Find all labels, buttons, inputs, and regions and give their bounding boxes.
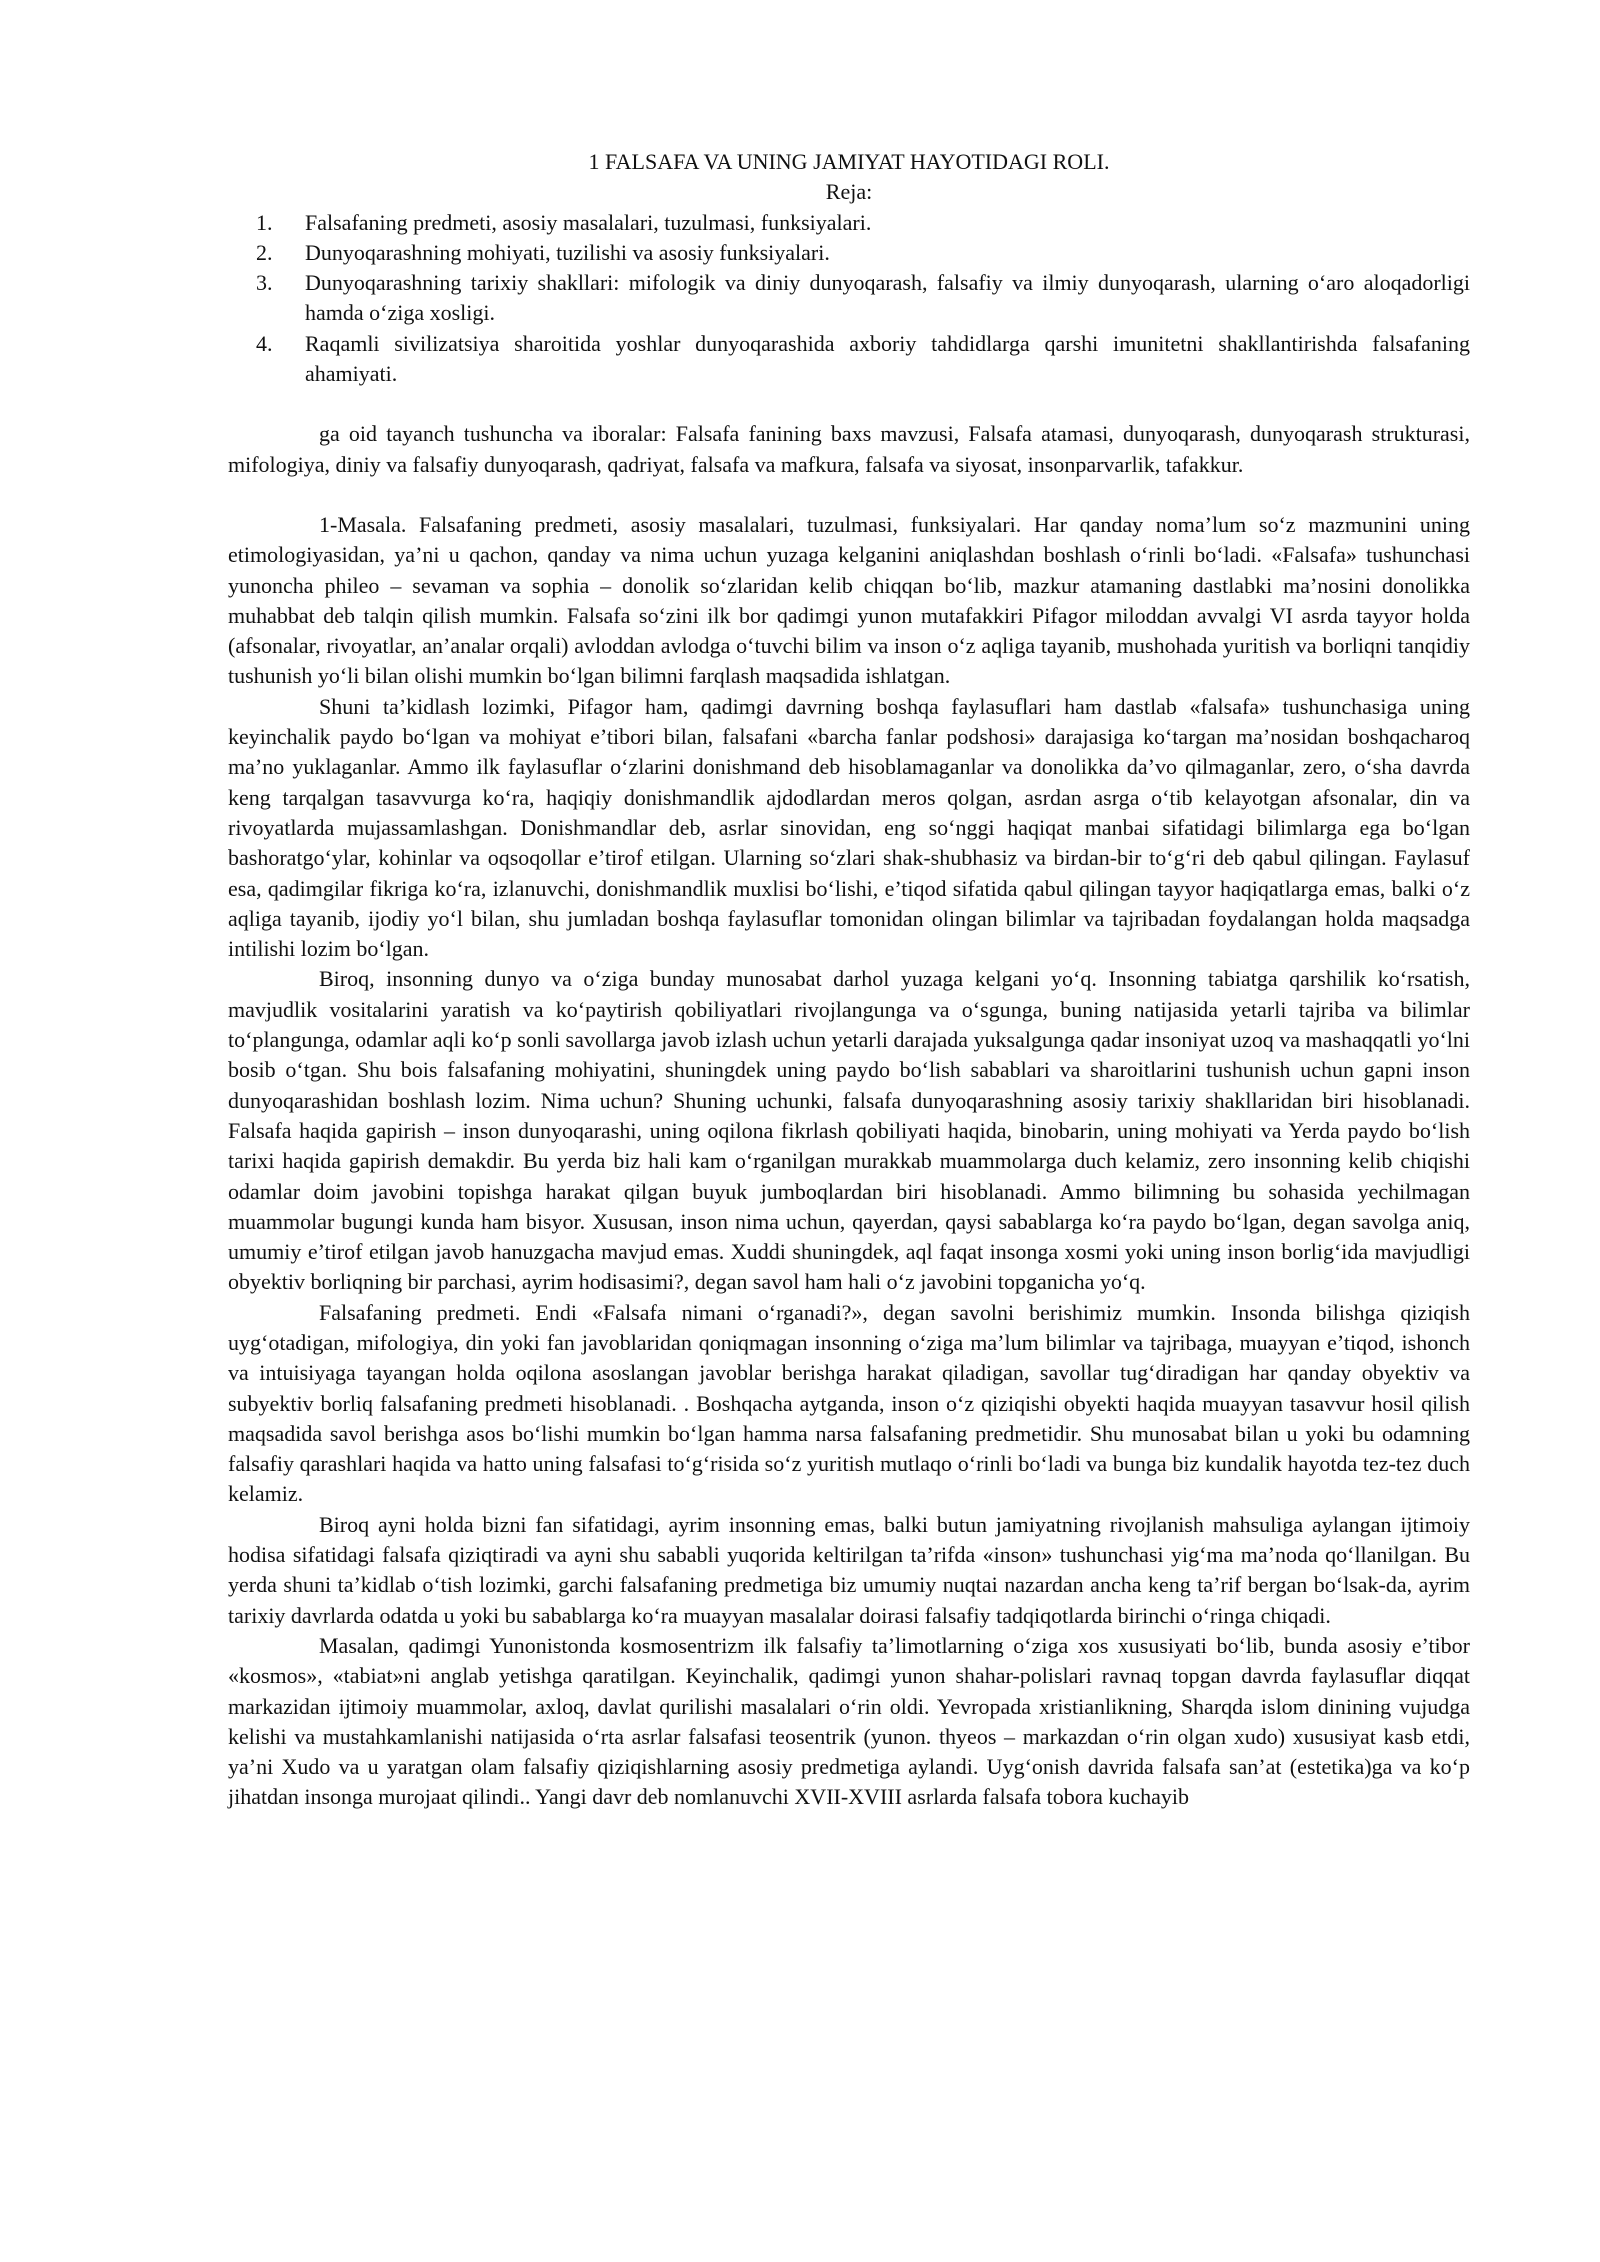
document-page <box>228 147 1470 1813</box>
body-paragraph: 1-Masala. Falsafaning predmeti, asosiy masalalari, tuzulmasi, funksiyalari. Har qanday noma’lum so‘z mazmunini uning etimologiyasidan, ya’ni u qachon, qanday va nima uchun yuzaga kelganini aniqlashdan boshlash o‘rinli bo‘ladi. «Falsafa» tushunchasi yunoncha phileo – sevaman va sophia – donolik so‘zlaridan kelib chiqqan bo‘lib, mazkur atamaning dastlabki ma’nosini donolikka muhabbat deb talqin qilish mumkin. Falsafa so‘zini ilk bor qadimgi yunon mutafakkiri Pifagor miloddan avvalgi VI asrda tayyor holda (afsonalar, rivoyatlar, an’analar orqali) avloddan avlodga o‘tuvchi bilim va inson o‘z aqliga tayanib, mushohada yuritish va borliqni tanqidiy tushunish yo‘li bilan olishi mumkin bo‘lgan bilimni farqlash maqsadida ishlatgan. <box>228 511 1470 689</box>
body-paragraph: Biroq, insonning dunyo va o‘ziga bunday munosabat darhol yuzaga kelgani yo‘q. Insonning tabiatga qarshilik ko‘rsatish, mavjudlik vositalarini yaratish va ko‘paytirish qobiliyatlari rivojlangunga va o‘sgunga, buning natijasida yetarli tajriba va bilimlar to‘plangunga, odamlar aqli ko‘p sonli savollarga javob izlash uchun yetarli darajada yuksalgunga qadar insoniyat uzoq va mashaqqatli yo‘lni bosib o‘tgan. Shu bois falsafaning mohiyatini, shuningdek uning paydo bo‘lish sabablari va sharoitlarini tushunish uchun gapni inson dunyoqarashidan boshlash lozim. Nima uchun? Shuning uchunki, falsafa dunyoqarashning asosiy tarixiy shakllaridan biri hisoblanadi. Falsafa haqida gapirish – inson dunyoqarashi, uning oqilona fikrlash qobiliyati haqida, binobarin, uning mohiyati va Yerda paydo bo‘lish tarixi haqida gapirish demakdir. Bu yerda biz hali kam o‘rganilgan murakkab muammolarga duch kelamiz, zero insonning kelib chiqishi odamlar doim javobini topishga harakat qilgan buyuk jumboqlardan biri hisoblanadi. Ammo bilimning bu sohasida yechilmagan muammolar bugungi kunda ham bisyor. Xususan, inson nima uchun, qayerdan, qaysi sabablarga ko‘ra paydo bo‘lgan, degan savolga aniq, umumiy e’tirof etilgan javob hanuzgacha mavjud emas. Xuddi shuningdek, aql faqat insonga xosmi yoki uning inson borlig‘ida mavjudligi obyektiv borliqning bir parchasi, ayrim hodisasimi?, degan savol ham hali o‘z javobini topganicha yo‘q. <box>228 966 1470 1295</box>
body-paragraph: Shuni ta’kidlash lozimki, Pifagor ham, qadimgi davrning boshqa faylasuflari ham dastlab «falsafa» tushunchasiga uning keyinchalik paydo bo‘lgan va mohiyat e’tibori bilan, falsafani «barcha fanlar podshosi» darajasiga ko‘targan ma’nosidan boshqacharoq ma’no yuklaganlar. Ammo ilk faylasuflar o‘zlarini donishmand deb hisoblamaganlar va donolikka da’vo qilmaganlar, zero, o‘sha davrda keng tarqalgan tasavvurga ko‘ra, haqiqiy donishmandlik ajdodlardan meros qolgan, asrdan asrga o‘tib kelayotgan afsonalar, din va rivoyatlarda mujassamlashgan. Donishmandlar deb, asrlar sinovidan, eng so‘nggi haqiqat manbai sifatidagi bilimlarga ega bo‘lgan bashoratgo‘ylar, kohinlar va oqsoqollar e’tirof etilgan. Ularning so‘zlari shak-shubhasiz va birdan-bir to‘g‘ri deb qabul qilingan. Faylasuf esa, qadimgilar fikriga ko‘ra, izlanuvchi, donishmandlik muxlisi bo‘lishi, e’tiqod sifatida qabul qilingan tayyor haqiqatlarga emas, balki o‘z aqliga tayanib, ijodiy yo‘l bilan, shu jumladan boshqa faylasuflar tomonidan olingan bilimlar va tajribadan foydalangan holda maqsadga intilishi lozim bo‘lgan. <box>228 693 1470 962</box>
plan-item-text: Raqamli sivilizatsiya sharoitida yoshlar dunyoqarashida axboriy tahdidlarga qarshi imunitetni shakllantirishda falsafaning ahamiyati. <box>305 330 1470 387</box>
plan-item <box>228 208 1470 238</box>
plan-item-text: Falsafaning predmeti, asosiy masalalari, tuzulmasi, funksiyalari. <box>305 209 872 235</box>
plan-item-number: 4. <box>256 330 273 356</box>
plan-item <box>228 238 1470 268</box>
body-paragraph: Biroq ayni holda bizni fan sifatidagi, ayrim insonning emas, balki butun jamiyatning rivojlanish mahsuliga aylangan ijtimoiy hodisa sifatidagi falsafa qiziqtiradi va ayni shu sababli yuqorida keltirilgan ta’rifda «inson» tushunchasi yig‘ma ma’noda qo‘llanilgan. Bu yerda shuni ta’kidlab o‘tish lozimki, garchi falsafaning predmetiga biz umumiy nuqtai nazardan ancha keng ta’rif bergan bo‘lsak-da, ayrim tarixiy davrlarda odatda u yoki bu sabablarga ko‘ra muayyan masalalar doirasi falsafiy tadqiqotlarda birinchi o‘ringa chiqadi. <box>228 1511 1470 1628</box>
plan-item-number: 2. <box>256 239 273 265</box>
plan-item-number: 3. <box>256 270 273 296</box>
plan-item <box>228 329 1470 390</box>
plan-list <box>228 208 1470 390</box>
keywords-paragraph: ga oid tayanch tushuncha va iboralar: Falsafa fanining baxs mavzusi, Falsafa atamasi, dunyoqarash, dunyoqarash strukturasi, mifologiya, diniy va falsafiy dunyoqarash, qadriyat, falsafa va mafkura, falsafa va siyosat, insonparvarlik, tafakkur. <box>228 421 1470 477</box>
plan-heading: Reja: <box>825 179 873 205</box>
document-title: 1 FALSAFA VA UNING JAMIYAT HAYOTIDAGI ROLI. <box>588 149 1110 174</box>
plan-item-number: 1. <box>256 209 273 235</box>
body-paragraph: Falsafaning predmeti. Endi «Falsafa nimani o‘rganadi?», degan savolni berishimiz mumkin. Insonda bilishga qiziqish uyg‘otadigan, mifologiya, din yoki fan javoblaridan qoniqmagan insonning o‘ziga ma’lum bilimlar va tajribaga, muayyan e’tiqod, ishonch va intuisiyaga tayangan holda oqilona asoslangan javoblar berishga harakat qiladigan, savollar tug‘diradigan har qanday obyektiv va subyektiv borliq falsafaning predmeti hisoblanadi. . Boshqacha aytganda, inson o‘z qiziqishi obyekti haqida muayyan tasavvur hosil qilish maqsadida savol berishga asos bo‘lishi mumkin bo‘lgan hamma narsa falsafaning predmetidir. Shu munosabat bilan u yoki bu odamning falsafiy qarashlari haqida va hatto uning falsafasi to‘g‘risida so‘z yuritish mutlaqo o‘rinli bo‘ladi va bunga biz kundalik hayotda tez-tez duch kelamiz. <box>228 1299 1470 1507</box>
body-paragraph: Masalan, qadimgi Yunonistonda kosmosentrizm ilk falsafiy ta’limotlarning o‘ziga xos xususiyati bo‘lib, bunda asosiy e’tibor «kosmos», «tabiat»ni anglab yetishga qaratilgan. Keyinchalik, qadimgi yunon shahar-polislari ravnaq topgan davrda faylasuflar diqqat markazidan ijtimoiy muammolar, axloq, davlat qurilishi masalalari o‘rin oldi. Yevropada xristianlikning, Sharqda islom dinining vujudga kelishi va mustahkamlanishi natijasida o‘rta asrlar falsafasi teosentrik (yunon. thyeos – markazdan o‘rin olgan xudo) xususiyat kasb etdi, ya’ni Xudo va u yaratgan olam falsafiy qiziqishlarning asosiy predmetiga aylandi. Uyg‘onish davrida falsafa san’at (estetika)ga va ko‘p jihatdan insonga murojaat qilindi.. Yangi davr deb nomlanuvchi XVII-XVIII asrlarda falsafa tobora kuchayib <box>228 1632 1470 1810</box>
plan-item-text: Dunyoqarashning tarixiy shakllari: mifologik va diniy dunyoqarash, falsafiy va ilmiy dunyoqarash, ularning o‘aro aloqadorligi hamda o‘ziga xosligi. <box>305 270 1470 326</box>
plan-item <box>228 268 1470 329</box>
plan-item-text: Dunyoqarashning mohiyati, tuzilishi va asosiy funksiyalari. <box>305 239 830 265</box>
